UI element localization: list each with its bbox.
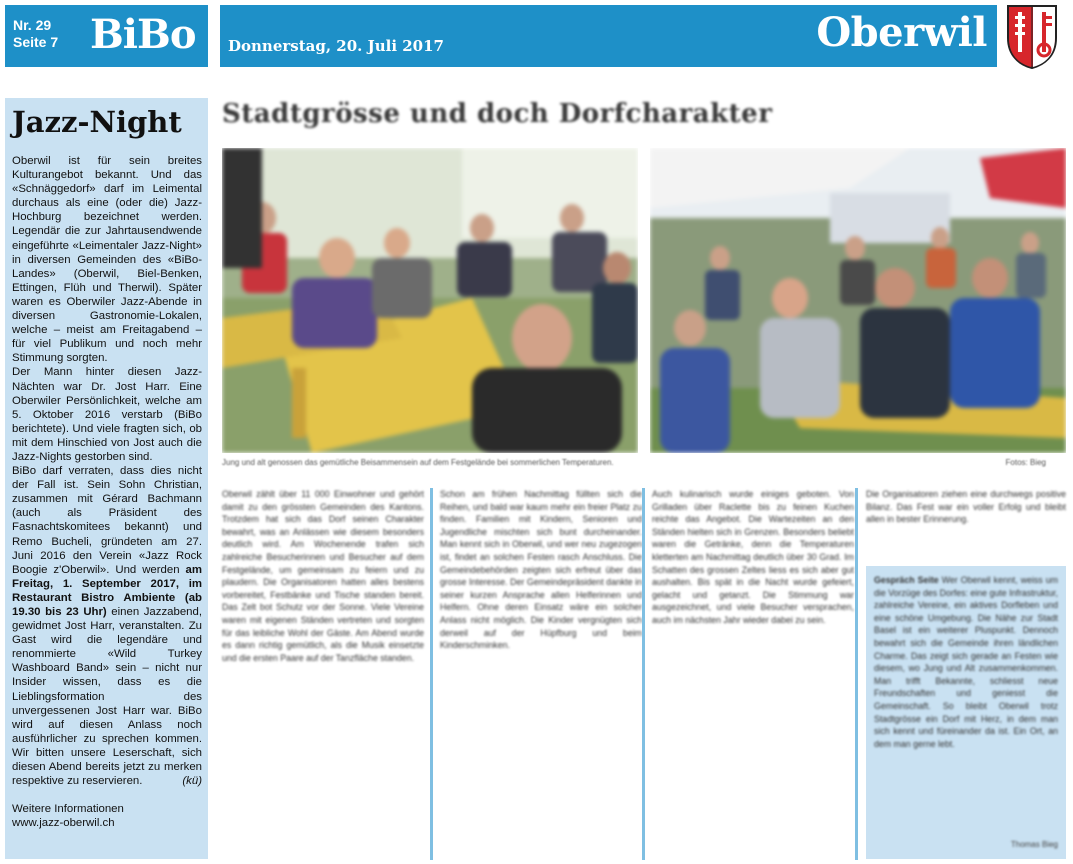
- article-column-1: [222, 488, 424, 860]
- article-column-2: [440, 488, 642, 860]
- more-info-label: Weitere Informationen: [12, 803, 124, 816]
- festival-photo-right: [650, 148, 1066, 453]
- info-box-title: Gespräch Seite: [874, 575, 939, 585]
- info-box-text: [874, 574, 1058, 750]
- festival-photo-left: [222, 148, 638, 453]
- section-town: Oberwil: [816, 9, 987, 56]
- oberwil-coat-of-arms-icon: [1006, 4, 1058, 70]
- sidebar-paragraph-2: Der Mann hinter diesen Jazz-Nächten war Dr. Jost Harr. Eine Oberwiler Persönlichkeit, welche am 5. Oktober 2016 verstarb (BiBo berichtete). Und viele fragten sich, ob mit dem Hinschied von Jost auch die Jazz-Nights gestorben sind.: [12, 366, 202, 463]
- sidebar-paragraph-1: Oberwil ist für sein breites Kulturangebot bekannt. Und das «Schnäggedorf» darf im Leimental durchaus als eine (oder die) Jazz-Hochburg bezeichnet werden. Legendär die zur Jahrtausendwende eingeführte «Leimentaler Jazz-Night» in diversen Gemeinden des «BiBo-Landes» (Oberwil, Biel-Benken, Ettingen, Flüh und Therwil). Später waren es Oberwiler Jazz-Abende in diversen Gastronomie-Lokalen, welche – meist am Freitagabend – für viel Publikum und noch mehr Stimmung sorgten.: [12, 155, 202, 365]
- caption-text: Jung und alt genossen das gemütliche Beisammensein auf dem Festgelände bei sommerlichen Temperaturen.: [222, 458, 614, 467]
- column-3-text: Auch kulinarisch wurde einiges geboten. Von Grilladen über Raclette bis zu feinen Kuchen reichte das Angebot. Die Wartezeiten an den Ständen hielten sich in Grenzen. Besonders beliebt waren die Getränke, denn die Temperaturen kletterten am Nachmittag deutlich über 30 Grad. Im Schatten des grossen Zeltes liess es sich aber gut aushalten. Bis spät in die Nacht wurde gefeiert, gelacht und getanzt. Die Stimmung war ausgezeichnet, und viele Besucher versprachen, auch im nächsten Jahr wieder dabei zu sein.: [652, 489, 854, 625]
- sidebar-jazz-night: [5, 98, 208, 859]
- column-1-text: Oberwil zählt über 11 000 Einwohner und gehört damit zu den grössten Gemeinden des Kantons. Trotzdem hat sich das Dorf seinen Charakter bewahrt, was an Anlässen wie diesem besonders deutlich wird. Am Wochenende trafen sich zahlreiche Besucherinnen und Besucher auf dem Festgelände, um gemeinsam zu feiern und zu plaudern. Die Organisatoren hatten alles bestens vorbereitet, Festbänke und Tische standen bereit. Das Zelt bot Schutz vor der Sonne. Viele Vereine waren mit eigenen Ständen vertreten und sorgten für das leibliche Wohl der Gäste. Am Abend wurde es dann richtig gemütlich, als die Musik einsetzte und die ersten Paare auf der Tanzfläche standen.: [222, 489, 424, 663]
- masthead-right: [220, 5, 997, 67]
- article-column-3: [652, 488, 854, 860]
- sidebar-p3-end: einen Jazzabend, gewidmet Jost Harr, veranstalten. Zu Gast wird die legendäre und renommierte «Wild Turkey Washboard Band» sein – nicht nur Insider wissen, dass es die Lieblingsformation des unvergessenen Jost Harr war. BiBo wird auf diesen Anlass noch ausführlicher zu sprechen kommen. Wir bitten unsere Leserschaft, sich diesen Abend bereits jetzt zu merken respektive zu reservieren.: [12, 606, 202, 788]
- sidebar-body: [12, 154, 202, 788]
- column-divider: [642, 488, 645, 860]
- sidebar-p3-start: BiBo darf verraten, dass dies nicht der Fall ist. Sein Sohn Christian, zusammen mit Gérard Bachmann (auch als Präsident des Fasnachtskomitees bekannt) und Remo Bucheli, gründeten am 27. Juni 2016 den Verein «Jazz Rock Boogie z'Oberwil». Und werden: [12, 465, 202, 576]
- info-box-signature: Thomas Bieg: [1010, 840, 1058, 849]
- info-box-body: Wer Oberwil kennt, weiss um die Vorzüge des Dorfes: eine gute Infrastruktur, zahlreiche Vereine, ein aktives Dorfleben und eine schöne Umgebung. Die Nähe zur Stadt Basel ist ein weiterer Pluspunkt. Dennoch bewahrt sich die Gemeinde ihren ländlichen Charme. Das zeigt sich gerade an Festen wie diesem, wo Jung und Alt zusammenkommen. Man trifft Bekannte, schliesst neue Freundschaften und geniesst die Gemeinschaft. So bleibt Oberwil trotz Stadtgrösse ein Dorf mit Herz, in dem man sich kennt und füreinander da ist. Ein Ort, an dem man gerne lebt.: [874, 575, 1058, 749]
- more-info: [12, 802, 202, 830]
- column-4-text: Die Organisatoren ziehen eine durchwegs positive Bilanz. Das Fest war ein voller Erfolg und bleibt allen in bester Erinnerung.: [866, 489, 1066, 525]
- article-headline: Stadtgrösse und doch Dorfcharakter: [222, 99, 773, 129]
- article-column-4: [866, 488, 1066, 548]
- column-divider: [430, 488, 433, 860]
- issue-info: [13, 17, 58, 51]
- event-details: am Freitag, 1. September 2017, im Restaurant Bistro Ambiente (ab 19.30 bis 23 Uhr): [12, 563, 202, 618]
- masthead-left: [5, 5, 208, 67]
- column-2-text: Schon am frühen Nachmittag füllten sich die Reihen, und bald war kaum mehr ein freier Platz zu finden. Familien mit Kindern, Senioren und Jugendliche mischten sich bunt durcheinander. Man kennt sich in Oberwil, und wer neu zugezogen ist, findet an solchen Festen rasch Anschluss. Die Gemeindebehörden zeigten sich erfreut über das grosse Interesse. Der Gemeindepräsident dankte in seiner kurzen Ansprache allen Helferinnen und Helfern. Ohne deren Einsatz wäre ein solcher Anlass nicht möglich. Die Kinder vergnügten sich derweil auf der Hüpfburg und beim Kinderschminken.: [440, 489, 642, 651]
- photo-caption: [222, 458, 1066, 470]
- photo-credit: Fotos: Bieg: [1005, 458, 1046, 467]
- more-info-link[interactable]: www.jazz-oberwil.ch: [12, 817, 115, 830]
- page-number: Seite 7: [13, 34, 59, 50]
- bibo-logo: BiBo: [90, 11, 196, 58]
- sidebar-paragraph-3: [12, 464, 202, 788]
- issue-number: Nr. 29: [13, 17, 52, 33]
- issue-date: Donnerstag, 20. Juli 2017: [228, 37, 444, 55]
- sidebar-signature: (kü): [182, 775, 202, 788]
- column-divider: [855, 488, 858, 860]
- info-box: [866, 566, 1066, 859]
- sidebar-title: Jazz-Night: [12, 105, 182, 139]
